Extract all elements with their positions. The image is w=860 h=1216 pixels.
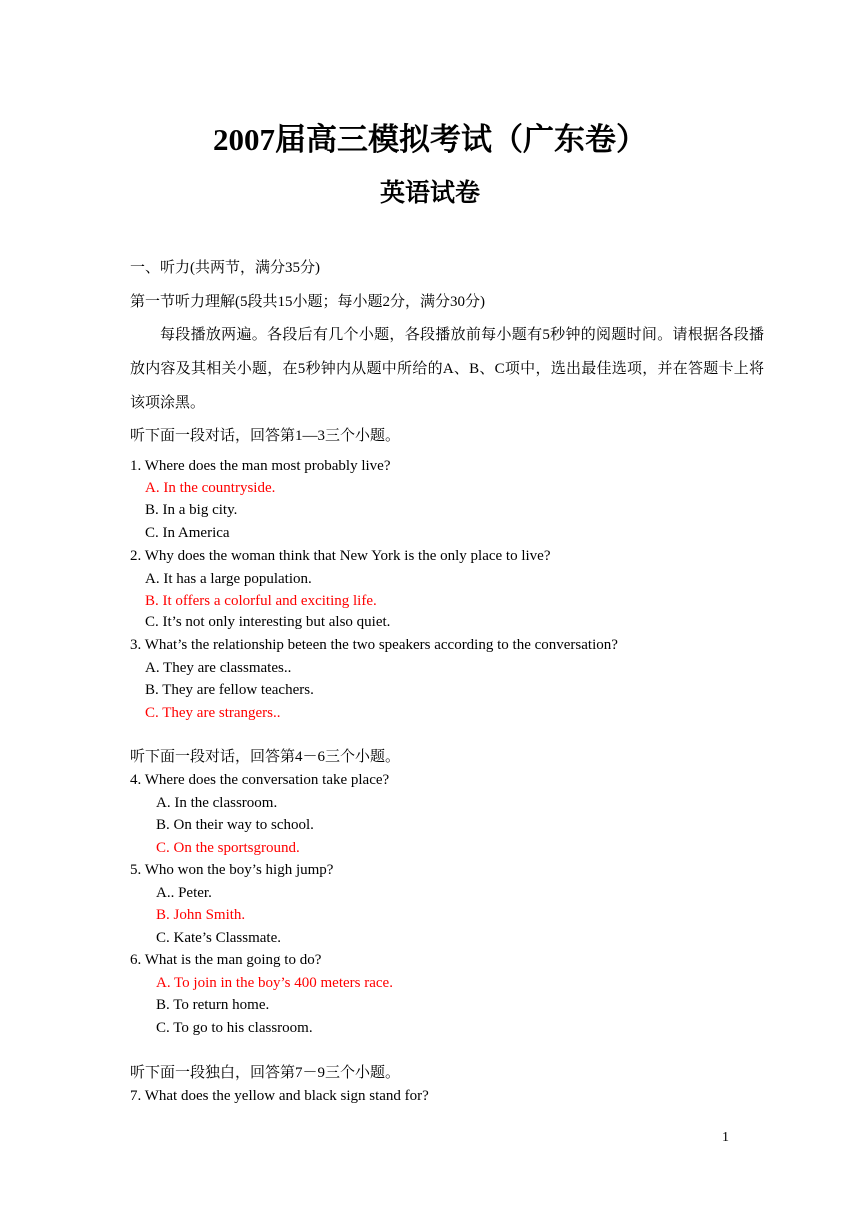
answer-option: A. They are classmates.. xyxy=(145,660,292,676)
section-heading: 一、听力(共两节，满分35分) xyxy=(130,260,320,276)
answer-option: A. It has a large population. xyxy=(145,571,312,587)
question-stem: 3. What’s the relationship beteen the two speakers according to the conversation? xyxy=(130,637,618,653)
question-stem: 7. What does the yellow and black sign stand for? xyxy=(130,1088,429,1104)
question-stem: 6. What is the man going to do? xyxy=(130,952,322,968)
instructions-paragraph: 每段播放两遍。各段后有几个小题，各段播放前每小题有5秒钟的阅题时间。请根据各段播放内容及其相关小题，在5秒钟内从题中所给的A、B、C项中，选出最佳选项，并在答题卡上将该项涂黑。 xyxy=(130,327,764,411)
answer-option: B. To return home. xyxy=(156,997,270,1013)
answer-option: C. It’s not only interesting but also quiet. xyxy=(145,614,391,630)
answer-option: B. In a big city. xyxy=(145,502,238,518)
question-stem: 2. Why does the woman think that New York is the only place to live? xyxy=(130,548,551,564)
page-number: 1 xyxy=(722,1130,729,1145)
question-stem: 5. Who won the boy’s high jump? xyxy=(130,862,334,878)
answer-option-correct: C. They are strangers.. xyxy=(145,705,281,721)
question-stem: 4. Where does the conversation take place? xyxy=(130,772,390,788)
group-intro: 听下面一段独白，回答第7－9三个小题。 xyxy=(130,1065,401,1081)
answer-option: A. In the classroom. xyxy=(156,795,278,811)
answer-option: C. To go to his classroom. xyxy=(156,1020,313,1036)
answer-option: A.. Peter. xyxy=(156,885,212,901)
page-title: 2007届高三模拟考试（广东卷） xyxy=(213,122,647,157)
page-subtitle: 英语试卷 xyxy=(379,180,480,207)
answer-option-correct: A. In the countryside. xyxy=(145,480,276,496)
part-heading: 第一节听力理解(5段共15小题；每小题2分，满分30分) xyxy=(130,294,485,310)
answer-option-correct: A. To join in the boy’s 400 meters race. xyxy=(156,975,393,991)
answer-option: C. Kate’s Classmate. xyxy=(156,930,281,946)
answer-option: B. On their way to school. xyxy=(156,817,314,833)
group-intro: 听下面一段对话，回答第4－6三个小题。 xyxy=(130,749,401,765)
answer-option-correct: C. On the sportsground. xyxy=(156,840,300,856)
answer-option: B. They are fellow teachers. xyxy=(145,682,314,698)
group-intro: 听下面一段对话，回答第1—3三个小题。 xyxy=(130,428,401,444)
answer-option: C. In America xyxy=(145,525,230,541)
question-stem: 1. Where does the man most probably live? xyxy=(130,458,391,474)
answer-option-correct: B. John Smith. xyxy=(156,907,246,923)
answer-option-correct: B. It offers a colorful and exciting life. xyxy=(145,593,377,609)
